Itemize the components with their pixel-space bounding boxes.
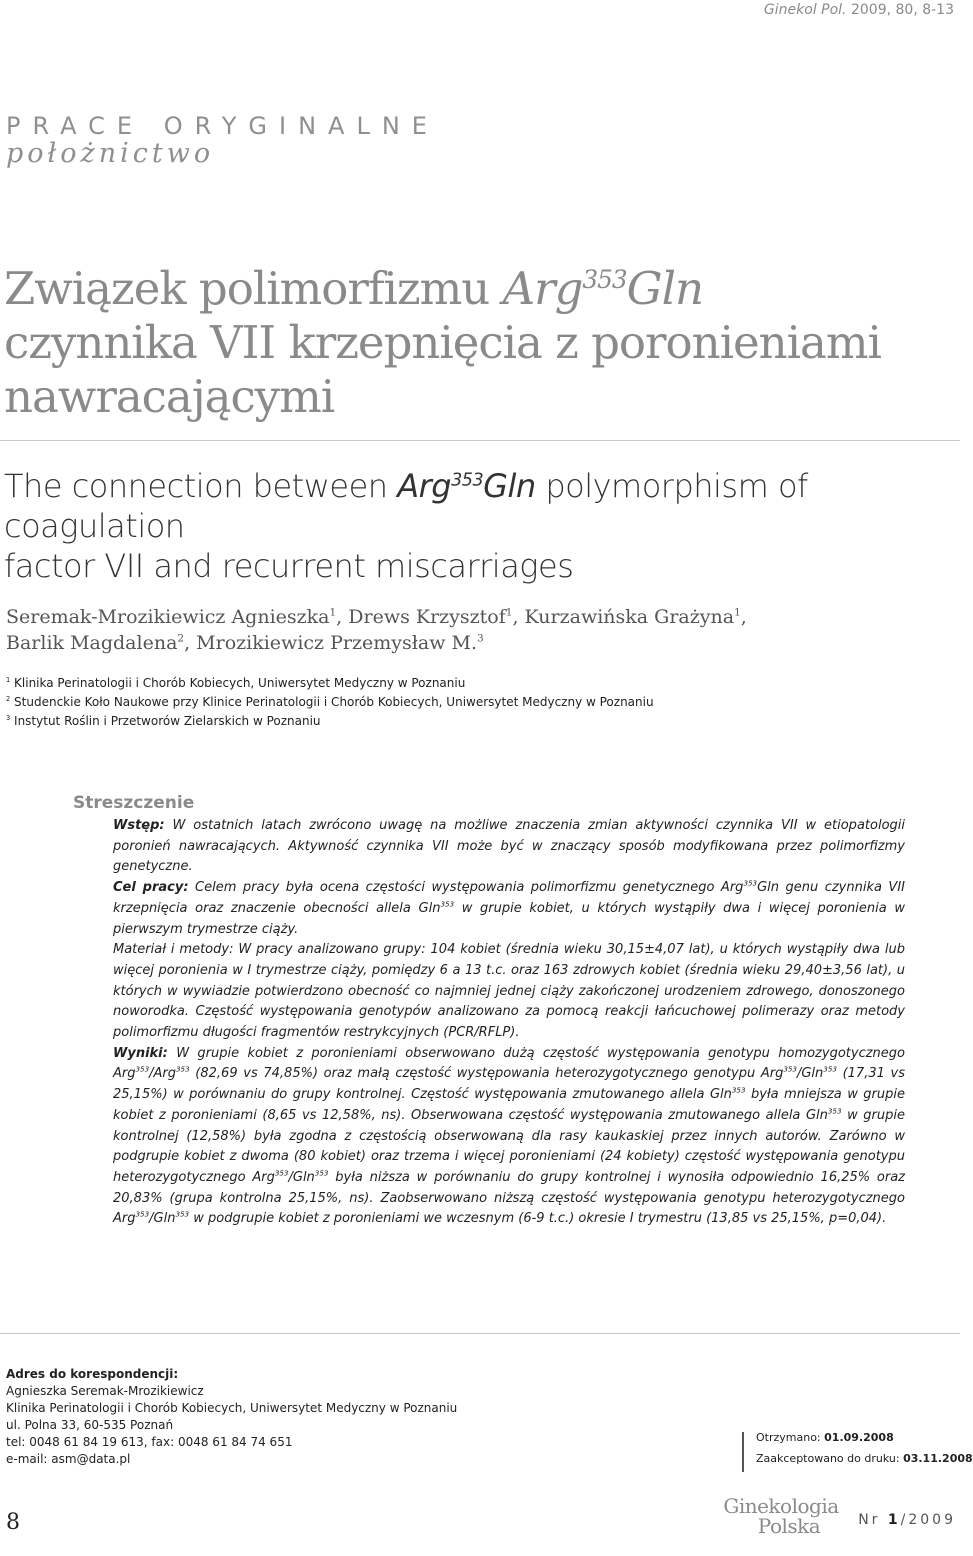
correspondence-line: tel: 0048 61 84 19 613, fax: 0048 61 84 74 651 (6, 1435, 293, 1449)
affiliation-item: $^1$ Klinika Perinatologii i Chorób Kobiecych, Uniwersytet Medyczny w Poznaniu (6, 676, 466, 690)
title-pl-line1: Związek polimorfizmu Arg$^{353}$Gln (4, 262, 703, 315)
logo-line1: Ginekologia (723, 1494, 839, 1518)
abstract-introduction: Wstęp: W ostatnich latach zwrócono uwagę na możliwe znaczenia zmian aktywności czynnika VII w etiopatologii poronień nawracających. Aktywność czynnika VII może być w znaczący sposób modyfikowana przez polimorfizmy genetyczne. (113, 818, 905, 875)
submission-dates (742, 1432, 972, 1472)
correspondence-line: ul. Polna 33, 60-535 Poznań (6, 1418, 174, 1432)
author: Drews Krzysztof$^1$, (348, 606, 525, 628)
received-date: Otrzymano: 01.09.2008 (756, 1431, 894, 1444)
abstract-aim: Cel pracy: Celem pracy była ocena częstości występowania polimorfizmu genetycznego Arg$^{353}$Gln genu czynnika VII krzepnięcia oraz znaczenie obecności allela Gln$^{353}$ w grupie kobiet, u których wystąpiły dwa i więcej poronienia w pierwszym trymestrze ciąży. (113, 878, 905, 937)
correspondence-line: Agnieszka Seremak-Mrozikiewicz (6, 1384, 204, 1398)
abstract-methods: Materiał i metody: W pracy analizowano grupy: 104 kobiet (średnia wieku 30,15±4,07 lat), u których wystąpiły dwa lub więcej poronienia w I trymestrze ciąży, pomiędzy 6 a 13 t.c. oraz 163 zdrowych kobiet (średnia wieku 29,40±3,56 lat), u których w wywiadzie potwierdzono obecność co najmniej jednej ciąży zakończonej urodzeniem zdrowego, donoszonego noworodka. Częstość występowania genotypów analizowano za pomocą reakcji łańcuchowej polimerazy oraz metody polimorfizmu długości fragmentów restrykcyjnych (PCR/RFLP). (113, 942, 905, 1041)
abstract-body (113, 816, 905, 1230)
correspondence-block (6, 1366, 566, 1468)
correspondence-heading: Adres do korespondencji: (6, 1367, 179, 1381)
title-pl-line2: czynnika VII krzepnięcia z poronieniami (4, 316, 881, 369)
abstract-heading: Streszczenie (73, 793, 195, 813)
article-title-english: The connection between Arg$^{353}$Gln polymorphism of coagulation factor VII and recurrent miscarriages (4, 467, 808, 585)
footer-divider (0, 1333, 960, 1334)
author: Kurzawińska Grażyna$^1$, (524, 606, 747, 628)
correspondence-line: Klinika Perinatologii i Chorób Kobiecych, Uniwersytet Medyczny w Poznaniu (6, 1401, 458, 1415)
journal-volume-pages: 2009, 80, 8-13 (850, 2, 954, 18)
author: Barlik Magdalena$^2$, (6, 632, 197, 654)
correspondence-email[interactable]: e-mail: asm@data.pl (6, 1452, 131, 1466)
title-divider (0, 440, 960, 441)
author-list (6, 604, 956, 656)
section-label: PRACE ORYGINALNE (6, 112, 439, 140)
author: Seremak-Mrozikiewicz Agnieszka$^1$, (6, 606, 349, 628)
journal-logo (716, 1496, 846, 1536)
page-number: 8 (6, 1510, 20, 1535)
logo-line2: Polska (757, 1514, 821, 1538)
article-title-polish (4, 262, 954, 424)
accepted-date: Zaakceptowano do druku: 03.11.2008 (756, 1452, 973, 1465)
issue-number: Nr 1/2009 (858, 1512, 956, 1528)
abstract-results: Wyniki: W grupie kobiet z poronieniami obserwowano dużą częstość występowania genotypu homozygotycznego Arg$^{353}$/Arg$^{353}$ (82,69 vs 74,85%) oraz małą częstość występowania heterozygotycznego genotypu Arg$^{353}$/Gln$^{353}$ (17,31 vs 25,15%) w porównaniu do grupy kontrolnej. Częstość występowania zmutowanego allela Gln$^{353}$ była mniejsza w grupie kobiet z poronieniami (8,65 vs 12,58%, ns). Obserwowana częstość występowania zmutowanego allela Gln$^{353}$ w grupie kontrolnej (12,58%) była zgodna z częstością obserwowaną dla rasy kaukaskiej przez innych autorów. Zarówno w podgrupie kobiet z dwoma (80 kobiet) oraz trzema i więcej poronieniami (24 kobiety) częstość występowania genotypu heterozygotycznego Arg$^{353}$/Gln$^{353}$ była niższa w porównaniu do grupy kontrolnej i wynosiła odpowiednio 16,25% oraz 20,83% (grupa kontrolna 25,15%, ns). Zaobserwowano niższą częstość występowania genotypu heterozygotycznego Arg$^{353}$/Gln$^{353}$ w podgrupie kobiet z poronieniami we wczesnym (6-9 t.c.) okresie I trymestru (13,85 vs 25,15%, p=0,04). (113, 1045, 905, 1227)
affiliation-list (6, 674, 946, 731)
affiliation-item: $^3$ Instytut Roślin i Przetworów Zielarskich w Poznaniu (6, 714, 321, 728)
title-pl-line3: nawracającymi (4, 370, 335, 423)
affiliation-item: $^2$ Studenckie Koło Naukowe przy Klinice Perinatologii i Chorób Kobiecych, Uniwersytet Medyczny w Poznaniu (6, 695, 654, 709)
subsection-label: położnictwo (6, 138, 215, 169)
author: Mrozikiewicz Przemysław M.$^3$ (196, 632, 484, 654)
journal-name: Ginekol Pol. (763, 2, 847, 18)
journal-citation (764, 2, 954, 18)
